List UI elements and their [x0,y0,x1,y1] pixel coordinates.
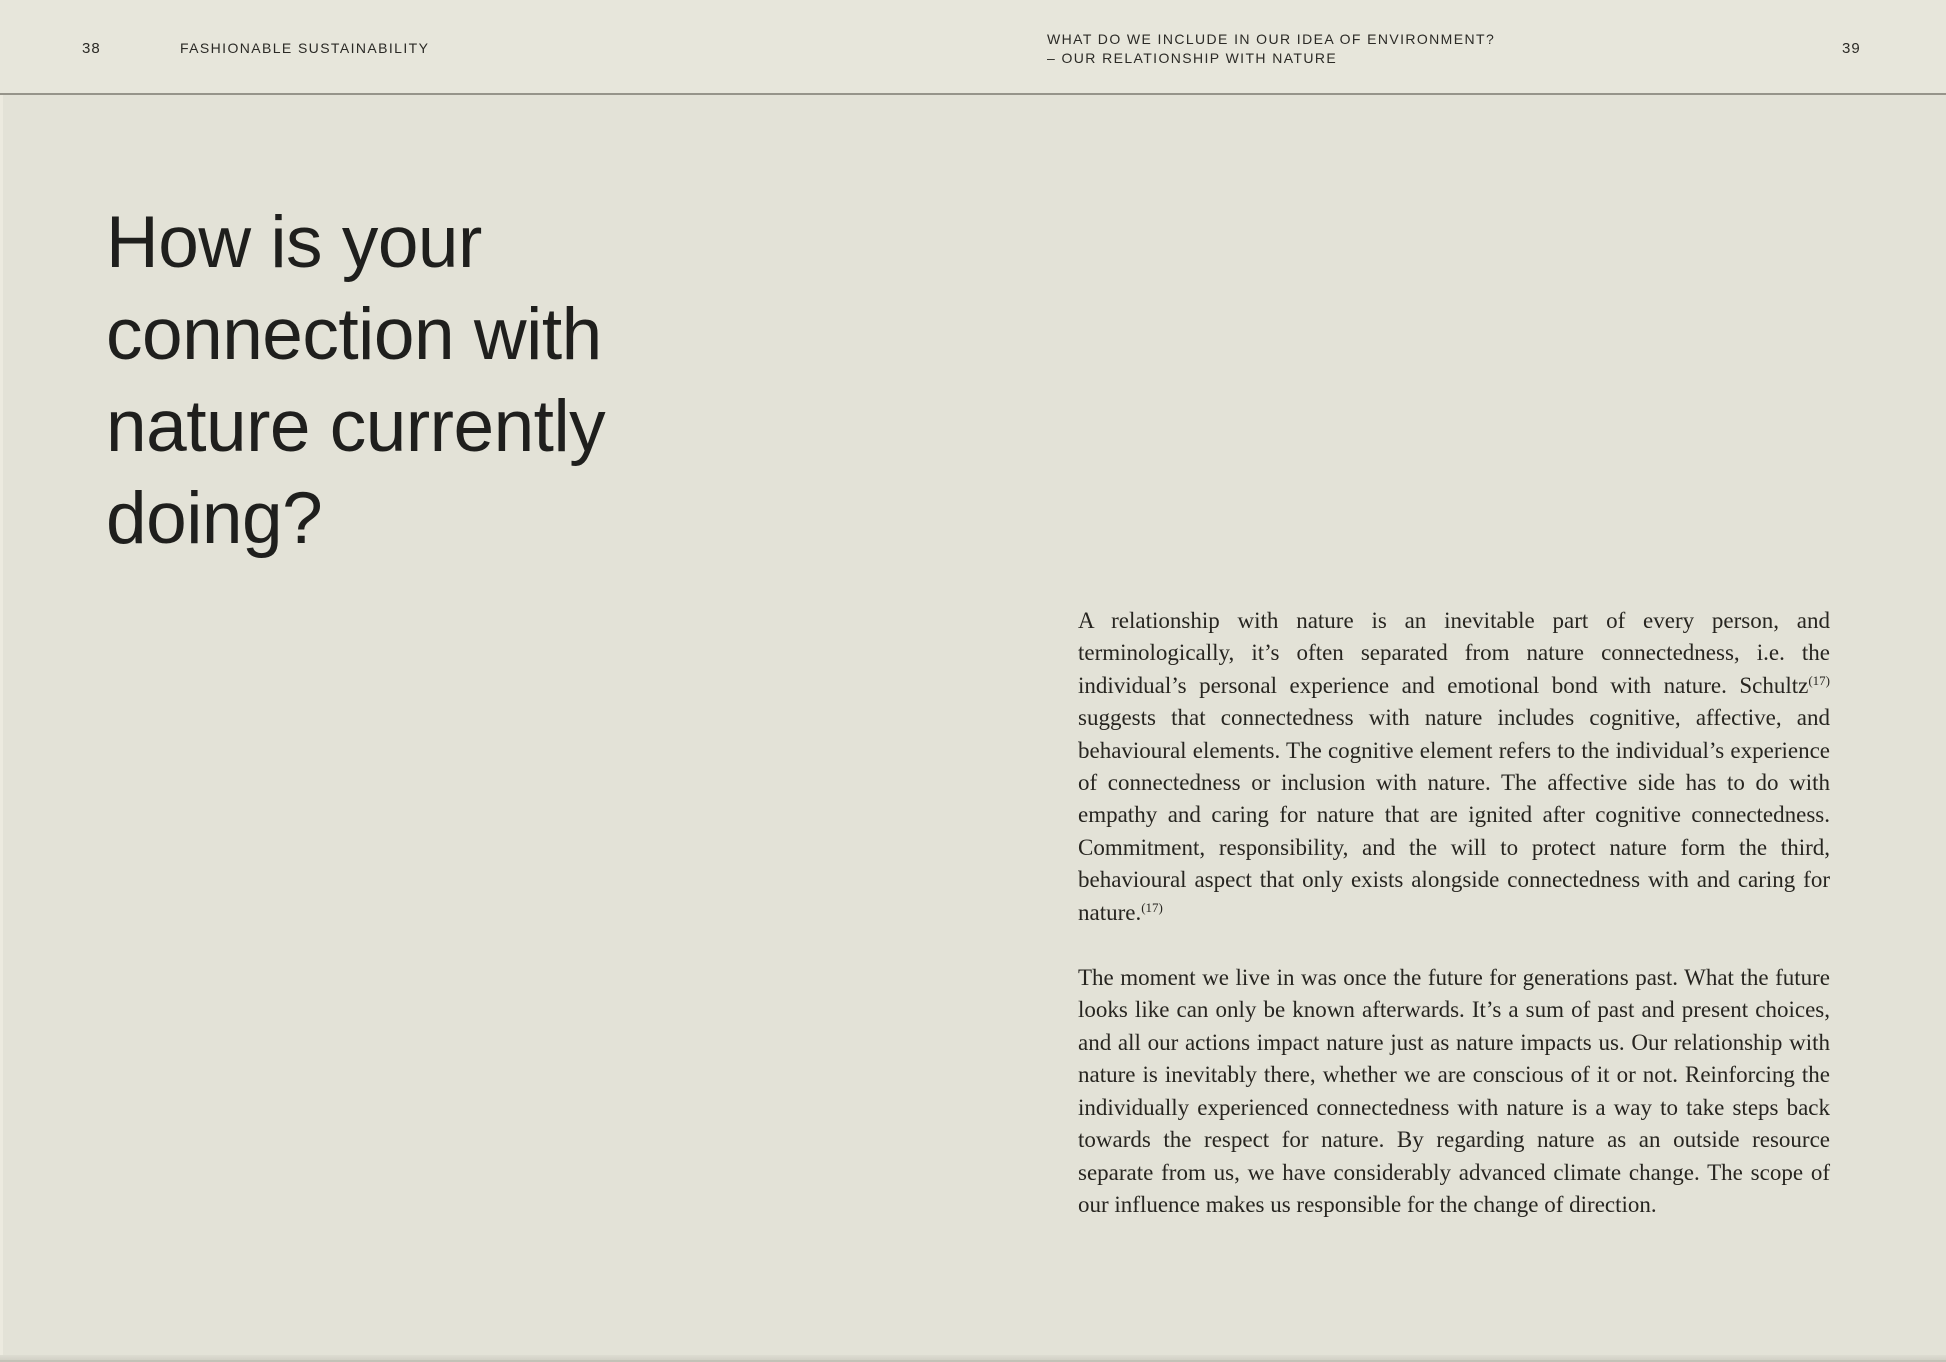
running-title-left: FASHIONABLE SUSTAINABILITY [180,40,430,56]
paragraph [1078,962,1830,1221]
page-title-line: How is your [106,202,482,283]
footnote-reference: (17) [1141,899,1163,915]
page-title-line: nature currently [106,386,606,467]
page-title [106,197,605,565]
page-title-line: doing? [106,478,323,559]
page-bottom-edge [0,1355,1946,1362]
footnote-reference: (17) [1808,672,1830,688]
page-number-left: 38 [82,40,101,57]
paragraph [1078,605,1830,929]
running-title-right [1047,30,1495,68]
running-header [0,0,1946,95]
page-title-line: connection with [106,294,602,375]
paragraph-text: suggests that connectedness with nature includes cognitive, affective, and behavioural elements. The cognitive element refers to the individual’s experience of connectedness or inclusion with nature. The affective side has to do with empathy and caring for nature that are ignited after cognitive connectedness. Commitment, responsibility, and the will to protect nature form the third, behavioural aspect that only exists alongside connectedness with and caring for nature. [1078,705,1830,925]
page-left-edge [0,0,3,1362]
running-title-right-line1: WHAT DO WE INCLUDE IN OUR IDEA OF ENVIRONMENT? [1047,31,1496,47]
article-text [1078,605,1830,1221]
paragraph-text: A relationship with nature is an inevitable part of every person, and terminologically, it’s often separated from nature connectedness, i.e. the individual’s personal experience and emotional bond with nature. Schultz [1078,608,1830,698]
page-number-right: 39 [1842,40,1861,57]
paragraph-text: The moment we live in was once the future for generations past. What the future looks like can only be known afterwards. It’s a sum of past and present choices, and all our actions impact nature just as nature impacts us. Our relationship with nature is inevitably there, whether we are conscious of it or not. Reinforcing the individually experienced connectedness with nature is a way to take steps back towards the respect for nature. By regarding nature as an outside resource separate from us, we have considerably advanced climate change. The scope of our influence makes us responsible for the change of direction. [1078,965,1830,1217]
running-title-right-line2: – OUR RELATIONSHIP WITH NATURE [1047,50,1338,66]
